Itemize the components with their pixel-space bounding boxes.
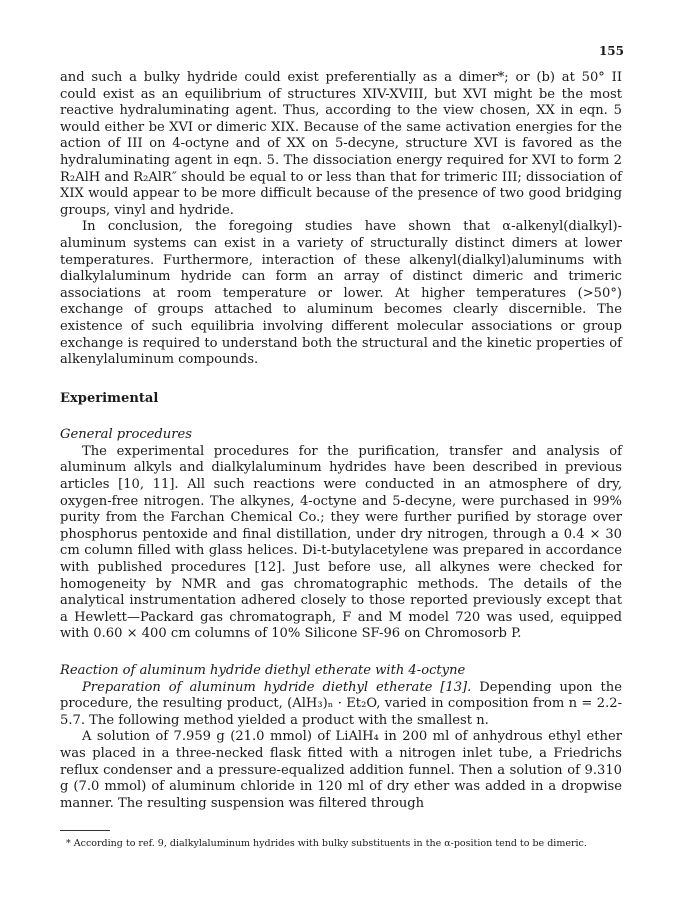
paragraph-dimer-discussion: and such a bulky hydride could exist preferentially as a dimer*; or (b) at 50° II could exist as an equilibrium of structures XIV-XVIII, but XVI might be the most reactive hydraluminating agent. Thus, according to the view chosen, XX in eqn. 5 would either be XVI or dimeric XIX. Because of the same activation energies for the action of III on 4-octyne and of XX on 5-decyne, structure XVI is favored as the hydraluminating agent in eqn. 5. The dissociation energy required for XVI to form 2 R₂AlH and R₂AlR″ should be equal to or less than that for trimeric III; dissociation of XIX would appear to be more difficult because of the presence of two good bridging groups, vinyl and hydride.	[60, 70, 622, 218]
paragraph-conclusion: In conclusion, the foregoing studies have shown that α-alkenyl(dialkyl)-aluminum systems can exist in a variety of structurally distinct dimers at lower temperatures. Furthermore, interaction of these alkenyl(dialkyl)aluminums with dialkylaluminum hydride can form an array of distinct dimeric and trimeric associations at room temperature or lower. At higher temperatures (>50°) exchange of groups attached to aluminum becomes clearly discernible. The existence of such equilibria involving different molecular associations or group exchange is required to understand both the structural and the kinetic properties of alkenylaluminum compounds.	[60, 219, 622, 368]
preparation-text: Depending upon the procedure, the resulting product, (AlH₃)ₙ · Et₂O, varied in composition from n = 2.2-5.7. The following method yielded a product with the smallest n.	[60, 679, 622, 728]
paragraph-general-procedures: The experimental procedures for the purification, transfer and analysis of aluminum alkyls and dialkylaluminum hydrides have been described in previous articles [10, 11]. All such reactions were conducted in an atmosphere of dry, oxygen-free nitrogen. The alkynes, 4-octyne and 5-decyne, were purchased in 99% purity from the Farchan Chemical Co.; they were further purified by storage over phosphorus pentoxide and final distillation, under dry nitrogen, through a 0.4 × 30 cm column filled with glass helices. Di-t-butylacetylene was prepared in accordance with published procedures [12]. Just before use, all alkynes were checked for homogeneity by NMR and gas chromatographic methods. The details of the analytical instrumentation adhered closely to those reported previously except that a Hewlett—Packard gas chromatograph, F and M model 720 was used, equipped with 0.60 × 400 cm columns of 10% Silicone SF-96 on Chromosorb P.	[60, 443, 622, 642]
page-number: 155	[598, 44, 624, 58]
paragraph-preparation	[60, 680, 622, 730]
body-text	[60, 70, 622, 812]
footnote-text: * According to ref. 9, dialkylaluminum hydrides with bulky substituents in the α-position tend to be dimeric.	[66, 838, 587, 849]
preparation-heading: Preparation of aluminum hydride diethyl etherate [13].	[82, 679, 472, 695]
subsection-general-procedures: General procedures	[60, 427, 192, 443]
footnote	[60, 838, 622, 851]
paragraph-lialh4-solution: A solution of 7.959 g (21.0 mmol) of LiAlH₄ in 200 ml of anhydrous ethyl ether was placed in a three-necked flask fitted with a nitrogen inlet tube, a Friedrichs reflux condenser and a pressure-equalized addition funnel. Then a solution of 9.310 g (7.0 mmol) of aluminum chloride in 120 ml of dry ether was added in a dropwise manner. The resulting suspension was filtered through	[60, 729, 622, 811]
section-title-experimental: Experimental	[60, 390, 159, 406]
subsection-reaction-heading: Reaction of aluminum hydride diethyl etherate with 4-octyne	[60, 663, 466, 678]
footnote-rule	[60, 830, 110, 831]
